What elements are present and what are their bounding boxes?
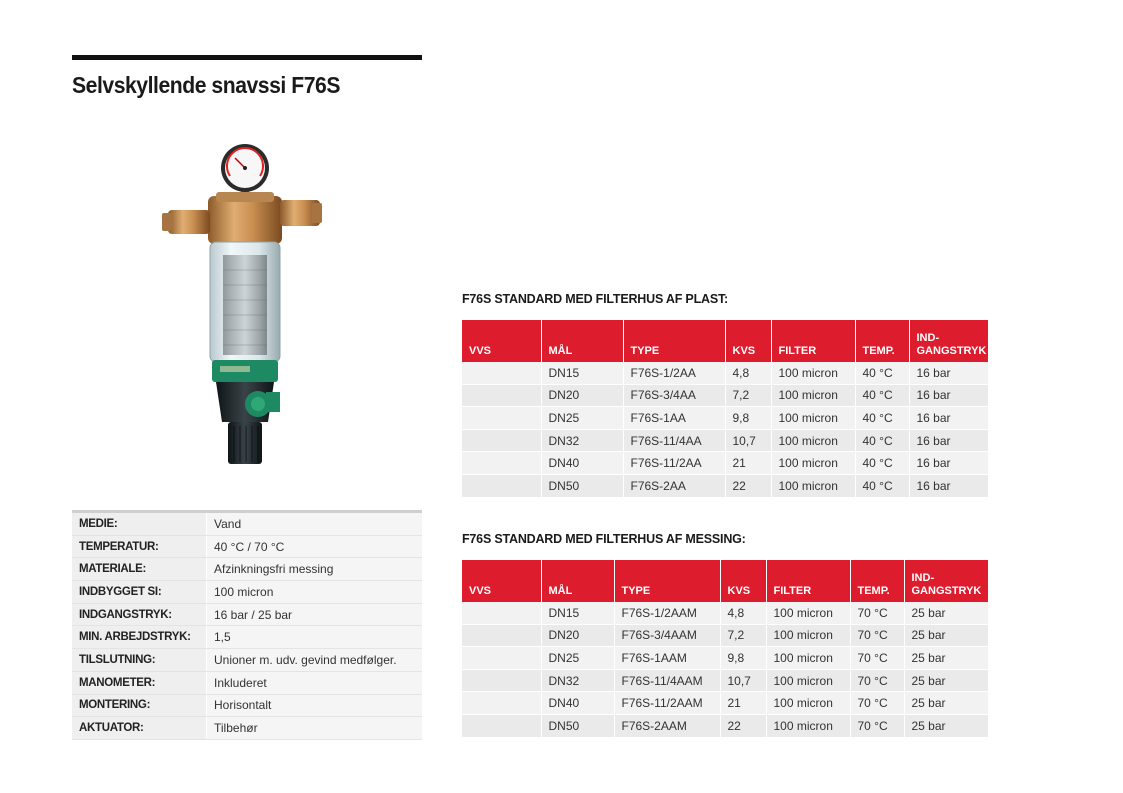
spec-label: AKTUATOR:	[72, 717, 207, 740]
spec-row	[72, 535, 422, 558]
table-cell: 16 bar	[909, 429, 988, 452]
table-cell: 16 bar	[909, 474, 988, 497]
spec-value: 100 micron	[207, 581, 423, 604]
table-cell: 40 °C	[855, 452, 909, 475]
table-cell: F76S-2AAM	[614, 714, 720, 737]
table-cell: F76S-1AAM	[614, 647, 720, 670]
title-rule	[72, 55, 422, 60]
spec-value: Afzinkningsfri messing	[207, 558, 423, 581]
table-row	[462, 474, 988, 497]
table-cell: 22	[720, 714, 766, 737]
table-cell: 16 bar	[909, 407, 988, 430]
column-header: MÅL	[541, 320, 623, 362]
table-cell: F76S-1/2AA	[623, 362, 725, 384]
table-cell	[462, 669, 541, 692]
spec-label: INDGANGSTRYK:	[72, 603, 207, 626]
table-cell: F76S-11/4AA	[623, 429, 725, 452]
spec-label: TEMPERATUR:	[72, 535, 207, 558]
brass-product-table	[462, 560, 988, 738]
spec-value: Tilbehør	[207, 717, 423, 740]
column-header: TYPE	[614, 560, 720, 602]
table-row	[462, 407, 988, 430]
table-cell: DN50	[541, 474, 623, 497]
column-header: KVS	[725, 320, 771, 362]
spec-label: MATERIALE:	[72, 558, 207, 581]
table-cell: 4,8	[725, 362, 771, 384]
plastic-product-table	[462, 320, 988, 498]
table-cell	[462, 602, 541, 624]
column-header: IND- GANGSTRYK	[909, 320, 988, 362]
table-row	[462, 647, 988, 670]
spec-label: MEDIE:	[72, 512, 207, 536]
table-cell: DN25	[541, 647, 614, 670]
table-cell	[462, 647, 541, 670]
table-row	[462, 714, 988, 737]
table-cell: DN20	[541, 384, 623, 407]
column-header: VVS	[462, 560, 541, 602]
column-header: MÅL	[541, 560, 614, 602]
table-cell: 100 micron	[771, 407, 855, 430]
spec-label: INDBYGGET SI:	[72, 581, 207, 604]
table-row	[462, 429, 988, 452]
table-cell: 25 bar	[904, 692, 988, 715]
table-cell: DN25	[541, 407, 623, 430]
column-header: TEMP.	[850, 560, 904, 602]
spec-label: TILSLUTNING:	[72, 649, 207, 672]
table-cell: 100 micron	[766, 669, 850, 692]
table-cell: 16 bar	[909, 452, 988, 475]
table-cell	[462, 624, 541, 647]
table-cell: DN32	[541, 429, 623, 452]
table-cell: F76S-11/2AAM	[614, 692, 720, 715]
table-cell: 10,7	[720, 669, 766, 692]
table-cell: F76S-3/4AA	[623, 384, 725, 407]
table-cell: F76S-11/4AAM	[614, 669, 720, 692]
table-cell: DN15	[541, 602, 614, 624]
table-cell: 7,2	[720, 624, 766, 647]
table-cell	[462, 407, 541, 430]
table-cell: 25 bar	[904, 647, 988, 670]
table-row	[462, 692, 988, 715]
table-cell: 25 bar	[904, 624, 988, 647]
table-cell	[462, 429, 541, 452]
table-cell: 100 micron	[766, 624, 850, 647]
table-cell: DN20	[541, 624, 614, 647]
column-header: IND- GANGSTRYK	[904, 560, 988, 602]
spec-value: 1,5	[207, 626, 423, 649]
table-row	[462, 624, 988, 647]
column-header: FILTER	[766, 560, 850, 602]
table-cell: F76S-1/2AAM	[614, 602, 720, 624]
table-cell	[462, 384, 541, 407]
column-header: VVS	[462, 320, 541, 362]
table-cell	[462, 714, 541, 737]
spec-table	[72, 510, 422, 740]
table-cell: 70 °C	[850, 647, 904, 670]
spec-value: Inkluderet	[207, 671, 423, 694]
spec-row	[72, 558, 422, 581]
column-header: KVS	[720, 560, 766, 602]
spec-row	[72, 671, 422, 694]
spec-row	[72, 717, 422, 740]
table-cell: 7,2	[725, 384, 771, 407]
spec-label: MONTERING:	[72, 694, 207, 717]
table-cell: 100 micron	[766, 647, 850, 670]
table-cell: 100 micron	[771, 384, 855, 407]
spec-row	[72, 649, 422, 672]
spec-row	[72, 512, 422, 536]
table-cell: 40 °C	[855, 362, 909, 384]
spec-row	[72, 581, 422, 604]
table-cell: 10,7	[725, 429, 771, 452]
table-cell: 70 °C	[850, 624, 904, 647]
table-cell: F76S-3/4AAM	[614, 624, 720, 647]
brass-table-title: F76S STANDARD MED FILTERHUS AF MESSING:	[462, 532, 746, 546]
table-cell: F76S-11/2AA	[623, 452, 725, 475]
spec-value: Vand	[207, 512, 423, 536]
table-cell: 100 micron	[771, 362, 855, 384]
spec-value: 16 bar / 25 bar	[207, 603, 423, 626]
table-cell	[462, 452, 541, 475]
table-cell: 21	[720, 692, 766, 715]
table-cell: 100 micron	[771, 474, 855, 497]
spec-row	[72, 694, 422, 717]
table-row	[462, 602, 988, 624]
table-cell: 100 micron	[771, 452, 855, 475]
spec-row	[72, 626, 422, 649]
table-cell: 22	[725, 474, 771, 497]
product-image	[160, 140, 330, 475]
spec-row	[72, 603, 422, 626]
table-cell: F76S-2AA	[623, 474, 725, 497]
table-cell: 70 °C	[850, 602, 904, 624]
table-cell: DN15	[541, 362, 623, 384]
table-cell: DN40	[541, 452, 623, 475]
table-cell: 40 °C	[855, 429, 909, 452]
table-cell: DN50	[541, 714, 614, 737]
table-cell: 25 bar	[904, 714, 988, 737]
table-cell: 100 micron	[766, 692, 850, 715]
table-cell: DN40	[541, 692, 614, 715]
table-cell	[462, 474, 541, 497]
spec-value: Unioner m. udv. gevind medfølger.	[207, 649, 423, 672]
spec-label: MANOMETER:	[72, 671, 207, 694]
table-cell: 9,8	[725, 407, 771, 430]
table-cell: 40 °C	[855, 384, 909, 407]
table-cell: 70 °C	[850, 714, 904, 737]
table-cell: 70 °C	[850, 669, 904, 692]
table-cell: 4,8	[720, 602, 766, 624]
table-cell: DN32	[541, 669, 614, 692]
table-cell: 9,8	[720, 647, 766, 670]
table-cell: 100 micron	[766, 714, 850, 737]
table-cell	[462, 362, 541, 384]
table-cell: 40 °C	[855, 474, 909, 497]
table-row	[462, 669, 988, 692]
table-cell: 25 bar	[904, 669, 988, 692]
spec-label: MIN. ARBEJDSTRYK:	[72, 626, 207, 649]
column-header: TEMP.	[855, 320, 909, 362]
table-row	[462, 384, 988, 407]
table-cell	[462, 692, 541, 715]
table-cell: 21	[725, 452, 771, 475]
table-cell: F76S-1AA	[623, 407, 725, 430]
table-cell: 16 bar	[909, 362, 988, 384]
column-header: TYPE	[623, 320, 725, 362]
table-cell: 25 bar	[904, 602, 988, 624]
table-cell: 16 bar	[909, 384, 988, 407]
table-row	[462, 362, 988, 384]
plastic-table-title: F76S STANDARD MED FILTERHUS AF PLAST:	[462, 292, 728, 306]
table-cell: 70 °C	[850, 692, 904, 715]
table-cell: 100 micron	[771, 429, 855, 452]
spec-value: 40 °C / 70 °C	[207, 535, 423, 558]
column-header: FILTER	[771, 320, 855, 362]
spec-value: Horisontalt	[207, 694, 423, 717]
table-row	[462, 452, 988, 475]
table-cell: 100 micron	[766, 602, 850, 624]
table-cell: 40 °C	[855, 407, 909, 430]
page-title: Selvskyllende snavssi F76S	[72, 72, 341, 98]
